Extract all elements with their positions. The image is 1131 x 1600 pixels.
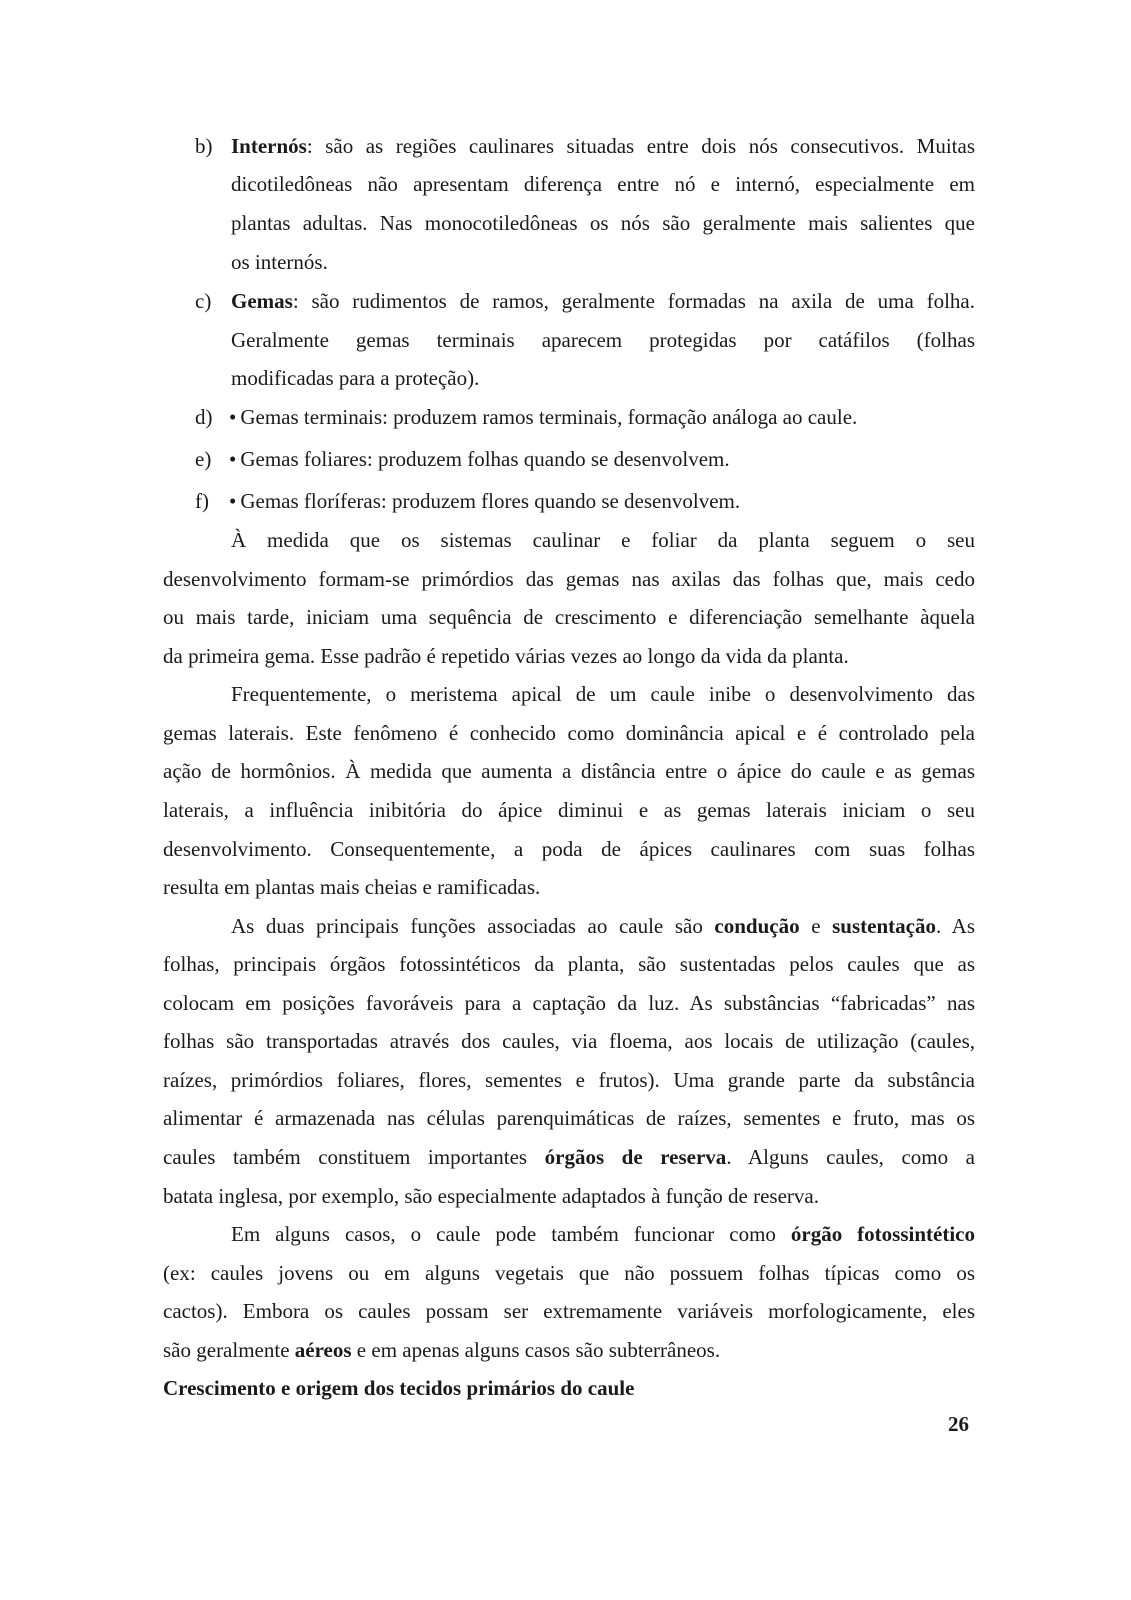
paragraph-3-line-2: folhas, principais órgãos fotossintéticos da planta, são sustentadas pelos caules que as bbox=[163, 952, 975, 976]
paragraph-2-line-5: desenvolvimento. Consequentemente, a poda de ápices caulinares com suas folhas bbox=[163, 837, 975, 861]
paragraph-4-line-3: cactos). Embora os caules possam ser extremamente variáveis morfologicamente, eles bbox=[163, 1299, 975, 1323]
list-item-b-line-1: Internós: são as regiões caulinares situadas entre dois nós consecutivos. Muitas bbox=[231, 134, 975, 158]
section-heading: Crescimento e origem dos tecidos primários do caule bbox=[163, 1376, 635, 1400]
paragraph-1-line-1: À medida que os sistemas caulinar e foliar da planta seguem o seu bbox=[231, 528, 975, 552]
list-marker-d: d) bbox=[195, 405, 213, 429]
list-item-b-line-3: plantas adultas. Nas monocotiledôneas os nós são geralmente mais salientes que bbox=[231, 211, 975, 235]
list-marker-e: e) bbox=[195, 447, 212, 471]
paragraph-3-line-1: As duas principais funções associadas ao caule são condução e sustentação. As bbox=[231, 914, 975, 938]
paragraph-2-line-6: resulta em plantas mais cheias e ramificadas. bbox=[163, 875, 541, 899]
term-orgaos-de-reserva: órgãos de reserva bbox=[544, 1145, 727, 1169]
term-aereos: aéreos bbox=[294, 1338, 352, 1362]
paragraph-2-line-4: laterais, a influência inibitória do ápice diminui e as gemas laterais iniciam o seu bbox=[163, 798, 975, 822]
paragraph-4-line-4: são geralmente aéreos e em apenas alguns casos são subterrâneos. bbox=[163, 1338, 721, 1362]
bullet-icon: • bbox=[229, 489, 237, 513]
list-item-f: • Gemas floríferas: produzem flores quando se desenvolvem. bbox=[229, 489, 741, 513]
list-item-c-line-2: Geralmente gemas terminais aparecem protegidas por catáfilos (folhas bbox=[231, 328, 975, 352]
paragraph-4-line-2: (ex: caules jovens ou em alguns vegetais que não possuem folhas típicas como os bbox=[163, 1261, 975, 1285]
term-orgao-fotossintetico: órgão fotossintético bbox=[790, 1222, 975, 1246]
list-marker-b: b) bbox=[195, 134, 213, 158]
list-marker-c: c) bbox=[195, 289, 212, 313]
paragraph-3-line-7: caules também constituem importantes órgãos de reserva. Alguns caules, como a bbox=[163, 1145, 975, 1169]
paragraph-3-line-4: folhas são transportadas através dos caules, via floema, aos locais de utilização (caules, bbox=[163, 1029, 975, 1053]
term-conducao: condução bbox=[714, 914, 800, 938]
paragraph-4-line-1: Em alguns casos, o caule pode também funcionar como órgão fotossintético bbox=[231, 1222, 975, 1246]
list-item-c-line-1: Gemas: são rudimentos de ramos, geralmente formadas na axila de uma folha. bbox=[231, 289, 975, 313]
term-sustentacao: sustentação bbox=[832, 914, 936, 938]
paragraph-1-line-2: desenvolvimento formam-se primórdios das gemas nas axilas das folhas que, mais cedo bbox=[163, 567, 975, 591]
paragraph-1-line-4: da primeira gema. Esse padrão é repetido várias vezes ao longo da vida da planta. bbox=[163, 644, 849, 668]
page-number: 26 bbox=[948, 1412, 969, 1436]
term-gemas: Gemas bbox=[231, 289, 293, 313]
list-item-b-line-4: os internós. bbox=[231, 250, 328, 274]
list-item-e: • Gemas foliares: produzem folhas quando se desenvolvem. bbox=[229, 447, 730, 471]
paragraph-3-line-8: batata inglesa, por exemplo, são especialmente adaptados à função de reserva. bbox=[163, 1184, 819, 1208]
paragraph-1-line-3: ou mais tarde, iniciam uma sequência de crescimento e diferenciação semelhante àquela bbox=[163, 605, 975, 629]
list-item-c-line-3: modificadas para a proteção). bbox=[231, 366, 480, 390]
paragraph-2-line-1: Frequentemente, o meristema apical de um caule inibe o desenvolvimento das bbox=[231, 682, 975, 706]
term-internos: Internós bbox=[231, 134, 307, 158]
bullet-icon: • bbox=[229, 447, 237, 471]
list-marker-f: f) bbox=[195, 489, 209, 513]
list-item-b-line-2: dicotiledôneas não apresentam diferença entre nó e internó, especialmente em bbox=[231, 172, 975, 196]
paragraph-3-line-3: colocam em posições favoráveis para a captação da luz. As substâncias “fabricadas” nas bbox=[163, 991, 975, 1015]
paragraph-2-line-2: gemas laterais. Este fenômeno é conhecido como dominância apical e é controlado pela bbox=[163, 721, 975, 745]
paragraph-3-line-5: raízes, primórdios foliares, flores, sementes e frutos). Uma grande parte da substância bbox=[163, 1068, 975, 1092]
list-item-d: • Gemas terminais: produzem ramos terminais, formação análoga ao caule. bbox=[229, 405, 858, 429]
paragraph-2-line-3: ação de hormônios. À medida que aumenta a distância entre o ápice do caule e as gemas bbox=[163, 759, 975, 783]
paragraph-3-line-6: alimentar é armazenada nas células parenquimáticas de raízes, sementes e fruto, mas os bbox=[163, 1106, 975, 1130]
bullet-icon: • bbox=[229, 405, 237, 429]
